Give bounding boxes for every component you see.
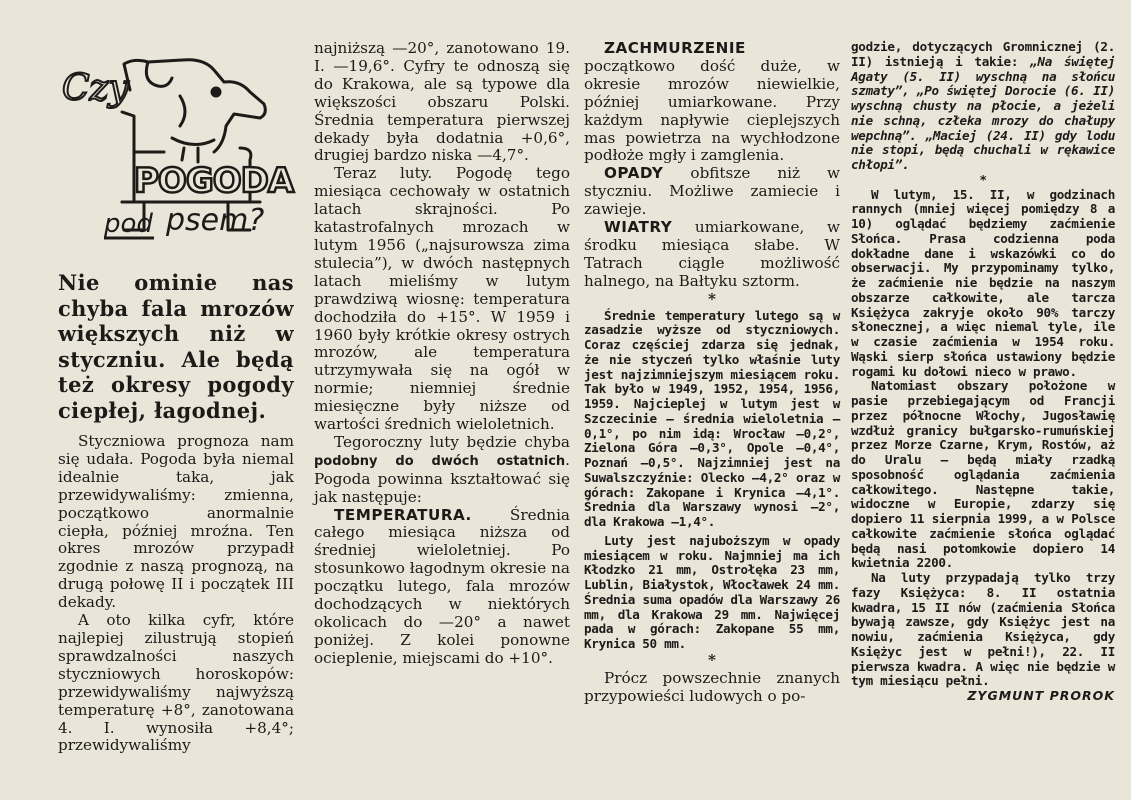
col2-paragraph-2: Teraz luty. Pogodę tego miesiąca cechowały w ostatnich latach skrajności. Po katastrofalnych mrozach w lutym 1956 („najsurowsza zima stulecia”), w dwóch następnych latach mieliśmy w lutym prawdziwą wiosnę: temperatura dochodziła do +15°. W 1959 i 1960 były krótkie okresy ostrych mrozów, ale temperatura utrzymywała się na ogół w normie; niemniej średnie miesięczne były niższe od wartości średnich wieloletnich. <box>314 164 570 434</box>
col1-paragraph-1: Styczniowa prognoza nam się udała. Pogoda była niemal idealnie taka, jak przewidywaliśmy: zmienna, początkowo anormalnie ciepła, później mroźna. Ten okres mrozów przypadł zgodnie z naszą prognozą, na drugą połowę II i początek III dekady. <box>58 432 294 612</box>
heading-wiatry: WIATRY <box>604 218 673 237</box>
col2-paragraph-3 <box>314 434 570 507</box>
col3-paragraph-5: Luty jest najuboższym w opady miesiącem w roku. Najmniej ma ich Kłodzko 21 mm, Ostrołęka 23 mm, Lublin, Białystok, Włocławek 24 mm. Średnia suma opadów dla Warszawy 26 mm, dla Krakowa 29 mm. Najwięcej pada w górach: Zakopane 55 mm, Krynica 50 mm. <box>584 532 840 652</box>
col3-paragraph-6: Prócz powszechnie znanych przypowieści ludowych o po- <box>584 668 840 705</box>
col3-paragraph-4: Średnie temperatury lutego są w zasadzie wyższe od styczniowych. Coraz częściej zdarza się jednak, że nie styczeń tylko właśnie luty jest najzimniejszym miesiącem roku. Tak było w 1949, 1952, 1954, 1956, 1959. Najcieplej w lutym jest w Szczecinie — średnia wieloletnia —0,1°, po nim idą: Wrocław —0,2°, Zielona Góra —0,3°, Opole —0,4°, Poznań —0,5°. Najzimniej jest na Suwalszczyźnie: Olecko —4,2° oraz w górach: Zakopane i Krynica —4,1°. Średnia dla Warszawy wynosi —2°, dla Krakowa —1,4°. <box>584 307 840 530</box>
col3-paragraph-1 <box>584 40 840 165</box>
col3-p1-text: początkowo dość duże, w okresie mrozów niewielkie, później umiarkowane. Przy każdym napływie cieplejszych mas powietrza na wychłodzone podłoże mgły i zamglenia. <box>584 56 840 165</box>
col4-paragraph-4: Na luty przypadają tylko trzy fazy Księżyca: 8. II ostatnia kwadra, 15 II nów (zaćmienia Słońca bywają zawsze, gdy Księżyc jest na nowiu, zaćmienia Księżyca, gdy Księżyc jest w pełni!), 22. II pierwsza kwadra. A więc nie będzie w tym miesiącu pełni. <box>851 570 1115 689</box>
col2-p3-end: . Pogoda powinna kształtować się jak następuje: <box>314 450 570 506</box>
col3-paragraph-3 <box>584 219 840 291</box>
logo-pod-text: pod <box>104 209 153 239</box>
column-1 <box>58 270 294 755</box>
section-star-2: * <box>708 650 716 669</box>
col2-p3-start: Tegoroczny luty będzie chyba <box>334 432 570 451</box>
col4-paragraph-1 <box>851 40 1115 173</box>
col3-p3-text: umiarkowane, w środku miesiąca słabe. W Tatrach ciągle możliwość halnego, na Bałtyku sztorm. <box>584 218 840 290</box>
col3-paragraph-2 <box>584 165 840 219</box>
col4-p1-text: godzie, dotyczących Gromnicznej (2. II) istnieją i takie: <box>851 39 1115 69</box>
col3-p2-text: obfitsze niż w styczniu. Możliwe zamiecie i zawieje. <box>584 164 840 219</box>
col2-paragraph-4 <box>314 507 570 668</box>
column-4 <box>851 40 1115 704</box>
col1-paragraph-2: A oto kilka cyfr, które najlepiej zilustrują stopień sprawdzalności naszych styczniowych horoskopów: przewidywaliśmy najwyższą temperaturę +8°, zanotowana 4. I. wynosiła +8,4°; przewidywaliśmy <box>58 611 294 755</box>
col4-proverbs: „Na świętej Agaty (5. II) wyschną na słońcu szmaty”, „Po świętej Dorocie (6. II) wyschną chusty na płocie, a jeżeli nie schną, człeka mrozy do chałupy wepchną”. „Maciej (24. II) gdy lodu nie stopi, będą chuchali w rękawice chłopi”. <box>851 53 1115 172</box>
logo-pogoda-text: POGODA <box>134 161 294 201</box>
col4-star: * <box>979 171 987 187</box>
heading-temperatura: TEMPERATURA. <box>334 505 472 524</box>
column-2 <box>314 40 570 668</box>
heading-opady: OPADY <box>604 164 664 183</box>
lead-paragraph: Nie ominie nas chyba fala mrozów większych niż w styczniu. Ale będą też okresy pogody ciepłej, łagodnej. <box>58 270 294 423</box>
col2-p4-text: Średnia całego miesiąca niższa od średniej wieloletniej. Po stosunkowo łagodnym okresie na początku lutego, fala mrozów dochodzących w niektórych okolicach do —20° a nawet poniżej. Z kolei ponowne ocieplenie, miejscami do +10°. <box>314 505 570 667</box>
col2-p3-bold: podobny do dwóch ostatnich <box>314 453 566 469</box>
col4-paragraph-3: Natomiast obszary położone w pasie przebiegającym od Francji przez północne Włochy, Jugosławię wzdłuż granicy bułgarsko-rumuńskiej przez Morze Czarne, Krym, Rostów, aż do Uralu — będą miały rzadką sposobność oglądania zaćmienia całkowitego. Następne takie, widoczne w Europie, zdarzy się dopiero 11 sierpnia 1999, a w Polsce całkowite zaćmienie słońca oglądać będą nasi potomkowie dopiero 14 kwietnia 2200. <box>851 378 1115 571</box>
col2-paragraph-1: najniższą —20°, zanotowano 19. I. —19,6°. Cyfry te odnoszą się do Krakowa, ale są typowe dla większości obszaru Polski. Średnia temperatura pierwszej dekady była dodatnia +0,6°, drugiej bardzo niska —4,7°. <box>314 39 570 165</box>
col4-paragraph-2: W lutym, 15. II, w godzinach rannych (mniej więcej pomiędzy 8 a 10) oglądać będziemy zaćmienie Słońca. Prasa codzienna poda dokładne dane i wskazówki co do obserwacji. My przypominamy tylko, że zaćmienie nie będzie na naszym obszarze całkowite, ale tarcza Księżyca zakryje około 90% tarczy słonecznej, a więc niemal tyle, ile w czasie zaćmienia w 1954 roku. Wąski sierp słońca ustawiony będzie rogami ku dołowi nieco w prawo. <box>851 186 1115 379</box>
author-signature: ZYGMUNT PROROK <box>967 688 1115 703</box>
logo-psem-text: psem? <box>166 203 265 238</box>
logo-czy-text: Czy <box>62 68 129 109</box>
section-star: * <box>708 289 716 308</box>
dog-weather-logo-illustration <box>62 52 294 257</box>
column-3 <box>584 40 840 706</box>
heading-zachmurzenie: ZACHMURZENIE <box>604 39 746 57</box>
